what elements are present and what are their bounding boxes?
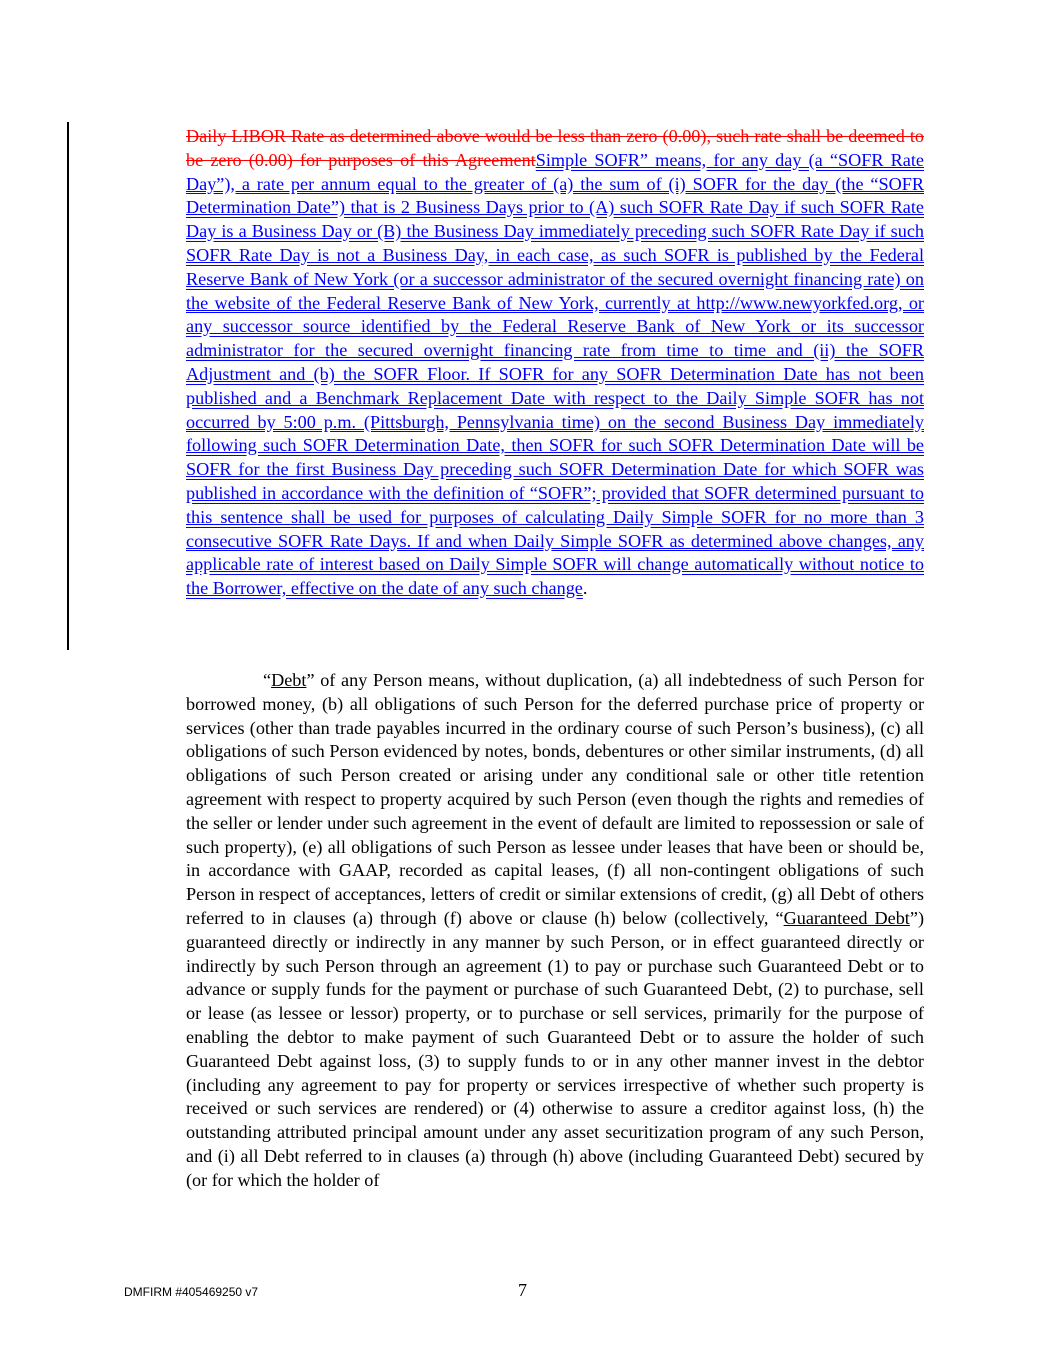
page-number: 7: [518, 1280, 527, 1300]
debt-definition-text: ” of any Person means, without duplication, (a) all indebtedness of such Person for borrowed money, (b) all obligations of such Person for the deferred purchase price of property or services (other than trade payables incurred in the ordinary course of such Person’s business), (c) all obligations of such Person evidenced by notes, bonds, debentures or other similar instruments, (d) all obligations of such Person created or arising under any conditional sale or other title retention agreement with respect to property acquired by such Person (even though the rights and remedies of the seller or lender under such agreement in the event of default are limited to repossession or sale of such property), (e) all obligations of such Person as lessee under leases that have been or should be, in accordance with GAAP, recorded as capital leases, (f) all non-contingent obligations of such Person in respect of acceptances, letters of credit or similar extensions of credit, (g) all Debt of others referred to in clauses (a) through (f) above or clause (h) below (collectively, “: [186, 670, 924, 928]
amended-definition-paragraph: [186, 125, 924, 601]
debt-definition-text-continued: ”) guaranteed directly or indirectly in any manner by such Person, or in effect guaranteed directly or indirectly by such Person through an agreement (1) to pay or purchase such Guaranteed Debt or to advance or supply funds for the payment or purchase of such Guaranteed Debt, (2) to purchase, sell or lease (as lessee or lessor) property, or to purchase or sell services, primarily for the purpose of enabling the debtor to make payment of such Guaranteed Debt or to assure the holder of such Guaranteed Debt against loss, (3) to supply funds to or in any other manner invest in the debtor (including any agreement to pay for property or services irrespective of whether such property is received or such services are rendered) or (4) otherwise to assure a creditor against loss, (h) the outstanding attributed principal amount under any asset securitization program of any such Person, and (i) all Debt referred to in clauses (a) through (h) above (including Guaranteed Debt) secured by (or for which the holder of: [186, 907, 925, 1190]
debt-definition-paragraph: [186, 669, 924, 1193]
footer-document-id: DMFIRM #405469250 v7: [124, 1285, 259, 1299]
paragraph-end-punctuation: .: [582, 578, 588, 599]
inserted-text: Simple SOFR” means, for any day (a “SOFR Rate Day”), a rate per annum equal to the greater of (a) the sum of (i) SOFR for the day (the “SOFR Determination Date”) that is 2 Business Days prior to (A) such SOFR Rate Day if such SOFR Rate Day is a Business Day or (B) the Business Day immediately preceding such SOFR Rate Day if such SOFR Rate Day is not a Business Day, in each case, as such SOFR is published by the Federal Reserve Bank of New York (or a successor administrator of the secured overnight financing rate) on the website of the Federal Reserve Bank of New York, currently at http://www.newyorkfed.org, or any successor source identified by the Federal Reserve Bank of New York or its successor administrator for the secured overnight financing rate from time to time and (ii) the SOFR Adjustment and (b) the SOFR Floor. If SOFR for any SOFR Determination Date has not been published and a Benchmark Replacement Date with respect to the Daily Simple SOFR has not occurred by 5:00 p.m. (Pittsburgh, Pennsylvania time) on the second Business Day immediately following such SOFR Determination Date, then SOFR for such SOFR Determination Date will be SOFR for the first Business Day preceding such SOFR Determination Date for which SOFR was published in accordance with the definition of “SOFR”; provided that SOFR determined pursuant to this sentence shall be used for purposes of calculating Daily Simple SOFR for no more than 3 consecutive SOFR Rate Days. If and when Daily Simple SOFR as determined above changes, any applicable rate of interest based on Daily Simple SOFR will change automatically without notice to the Borrower, effective on the date of any such change: [186, 149, 924, 599]
revision-change-bar: [67, 122, 69, 650]
debt-open-quote: “: [263, 670, 272, 690]
defined-term-debt: Debt: [271, 670, 307, 690]
deleted-text: Daily LIBOR Rate as determined above would be less than zero (0.00), such rate shall be deemed to be zero (0.00) for purposes of this Agreement: [186, 126, 924, 170]
defined-term-guaranteed-debt: Guaranteed Debt: [783, 907, 910, 928]
